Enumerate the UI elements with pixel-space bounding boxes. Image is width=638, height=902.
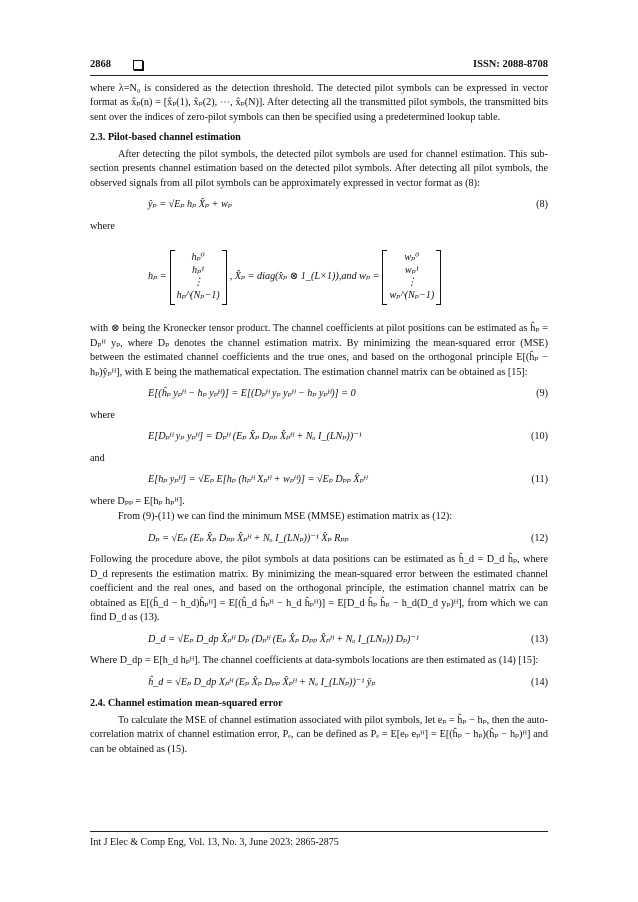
equation-14 [90, 676, 548, 690]
paragraph-kronecker: with ⊗ being the Kronecker tensor product. The channel coefficients at pilot positions can be estimated as ĥₚ = Dₚᴴ yₚ, where Dₚ denotes the channel estimation matrix. By minimizing the mean-squared error (MSE) between the estimated channel coefficients and the true ones, and based on the orthogonal principle E[(ĥₚ − hₚ)ŷₚᴴ], with E being the mathematical expectation. The estimation channel matrix can be obtained as [15]: [90, 323, 548, 378]
equation-10-body: E[Dₚᴴ yₚ yₚᴴ] = Dₚᴴ (Eₚ X̂ₚ Dₚₚ X̂ₚᴴ + Nₒ I_(LNₚ))⁻¹ [148, 431, 362, 443]
equation-8-body: ŷₚ = √Eₚ hₚ X̂ₚ + wₚ [148, 199, 232, 211]
square-icon [133, 60, 143, 70]
header-left [90, 58, 143, 73]
page-body [90, 82, 548, 763]
where-label-1: where [90, 220, 115, 232]
equation-9-body: E[(ĥₚ yₚᴴ − hₚ yₚᴴ)] = E[(Dₚᴴ yₚ yₚᴴ − hₚ yₚᴴ)] = 0 [148, 388, 356, 400]
matrix-w [382, 250, 441, 305]
matrix-h [170, 250, 227, 305]
section-heading-2-4: 2.4. Channel estimation mean-squared error [90, 698, 283, 710]
matrix-w-entry: wₚ^(Nₚ−1) [389, 290, 435, 302]
paragraph-data-positions: Following the procedure above, the pilot symbols at data positions can be estimated as ĥ_d = D_d ĥₚ, where D_d represents the estimation matrix. By minimizing the mean-squared error between the estimated channel coefficient and the real ones, and based on the orthogonal principle, the estimation channel matrix can be obtained as E[(ĥ_d − h_d)ĥₚᴴ] = E[(ĥ_d ĥₚᴴ − h_d ĥₚᴴ)] = E[D_d ĥₚ ĥₚ − h_d(D_d yₚ)ᴴ], from which we can find D_d as (13). [90, 554, 548, 624]
paragraph-dpp-definition: where Dₚₚ = E[hₚ hₚᴴ]. [90, 495, 185, 507]
matrix-h-entry: hₚ¹ [192, 264, 205, 276]
paragraph-mse: To calculate the MSE of channel estimation associated with pilot symbols, let eₚ = ĥₚ − hₚ, then the auto-correlation matrix of channel estimation error, Pₑ, can be defined as Pₑ = E[eₚ eₚᴴ] = E[(ĥₚ − hₚ)(ĥₚ − hₚ)ᴴ] and can be obtained as (15). [90, 714, 548, 755]
matrix-w-entry: ⋮ [406, 277, 417, 289]
equation-13-body: D_d = √Eₚ D_dp X̂ₚᴴ Dₚ (Dₚᴴ (Eₚ X̂ₚ Dₚₚ X̂ₚᴴ + Nₒ I_(LNₚ)) Dₚ)⁻¹ [148, 633, 419, 645]
equation-8-number: (8) [536, 199, 548, 211]
equation-9 [90, 387, 548, 401]
section-heading-2-3: 2.3. Pilot-based channel estimation [90, 132, 241, 144]
matrix-h-entry: hₚ^(Nₚ−1) [176, 290, 220, 302]
equation-13-number: (13) [531, 633, 548, 645]
paragraph-detection-threshold: where λ=N₀ is considered as the detection threshold. The detected pilot symbols can be expressed in vector format as x̂ₚ(n) = [x̂ₚ(1), x̂ₚ(2), ⋯, x̂ₚ(N)]. After detecting all the transmitted pilot symbols, the transmitted bits sent over the indices of zero-pilot symbols can then be specified using a predetermined lookup table. [90, 83, 548, 123]
equation-8 [90, 198, 548, 212]
matrix-w-entry: wₚ⁰ [404, 251, 420, 263]
matrix-w-entry: wₚ¹ [404, 264, 419, 276]
matrix-h-entry: ⋮ [193, 277, 204, 289]
equation-13 [90, 633, 548, 647]
equation-9-number: (9) [536, 388, 548, 400]
equation-10-number: (10) [531, 431, 548, 443]
page-header [90, 57, 548, 73]
equation-11 [90, 473, 548, 487]
header-rule [90, 75, 548, 76]
paragraph-pilot-estimation-intro: After detecting the pilot symbols, the detected pilot symbols are used for channel estimation. This sub-section presents channel estimation based on the detected pilot symbols. After detecting all pilot symbols, the observed signals from all pilot symbols can be approximately expressed in vector format as (8): [90, 148, 548, 189]
matrix-h-entry: hₚ⁰ [191, 251, 205, 263]
equation-10 [90, 430, 548, 444]
matrix-x-definition: , X̂ₚ = diag(x̂ₚ ⊗ 1_(L×1)),and wₚ = [229, 271, 380, 283]
matrix-definitions [90, 240, 548, 314]
equation-14-number: (14) [531, 676, 548, 688]
matrix-h-label: hₚ = [148, 271, 167, 283]
issn: ISSN: 2088-8708 [473, 58, 548, 70]
equation-12 [90, 532, 548, 546]
page-footer: Int J Elec & Comp Eng, Vol. 13, No. 3, June 2023: 2865-2875 [90, 837, 339, 848]
and-label: and [90, 452, 105, 464]
equation-12-body: Dₚ = √Eₚ (Eₚ X̂ₚ Dₚₚ X̂ₚᴴ + Nₒ I_(LNₚ))⁻¹ X̂ₚ Rₚₚ [148, 532, 349, 544]
paragraph-mmse: From (9)-(11) we can find the minimum MSE (MMSE) estimation matrix as (12): [118, 511, 453, 523]
where-label-2: where [90, 409, 115, 421]
equation-14-body: ĥ_d = √Eₚ D_dp Xₚᴴ (Eₚ X̂ₚ Dₚₚ X̂ₚᴴ + Nₒ I_(LNₚ))⁻¹ ŷₚ [148, 676, 376, 688]
equation-12-number: (12) [531, 532, 548, 544]
equation-11-body: E[hₚ yₚᴴ] = √Eₚ E[hₚ (hₚᴴ Xₚᴴ + wₚᴴ)] = √Eₚ Dₚₚ X̂ₚᴴ [148, 474, 368, 486]
footer-rule [90, 831, 548, 832]
equation-11-number: (11) [531, 474, 548, 486]
paragraph-ddp-definition: Where D_dp = E[h_d hₚᴴ]. The channel coefficients at data-symbols locations are then estimated as (14) [15]: [90, 655, 539, 667]
page-number: 2868 [90, 58, 111, 70]
